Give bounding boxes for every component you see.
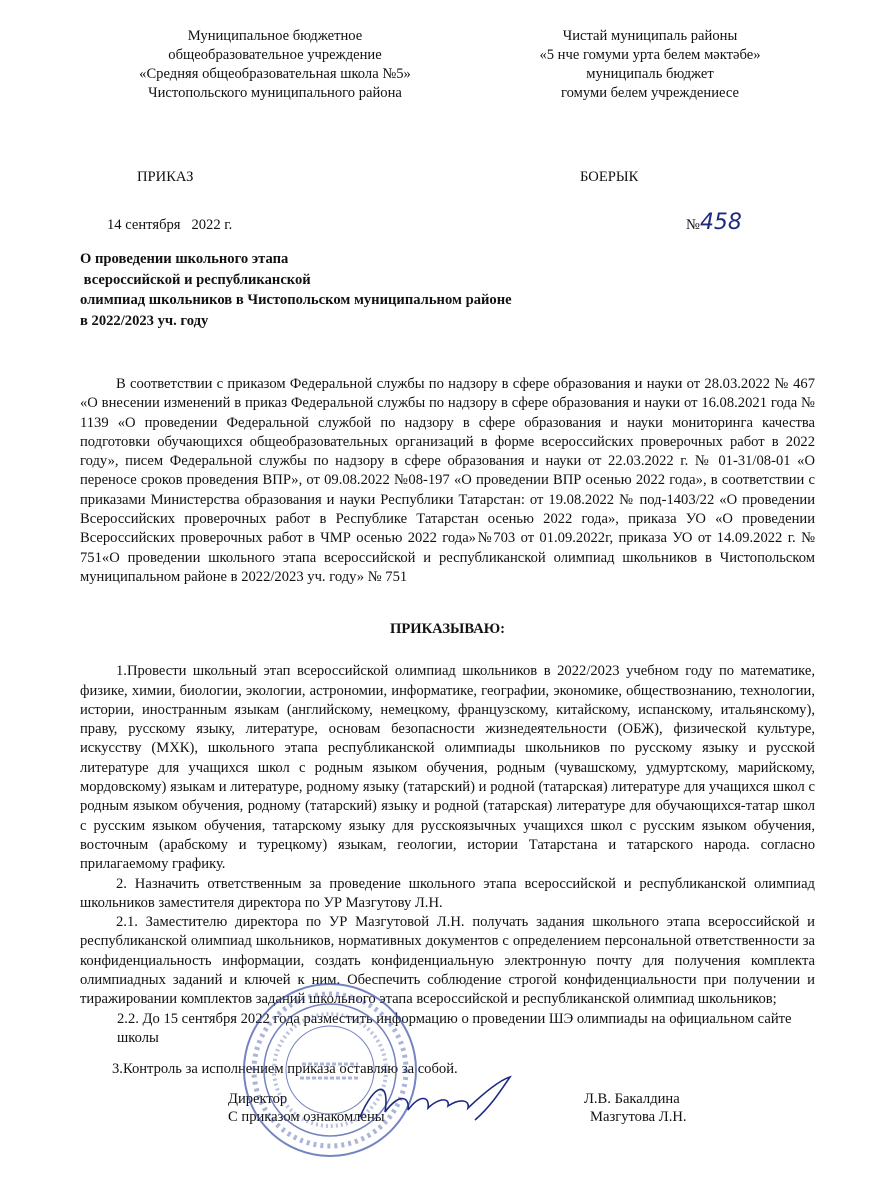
header xyxy=(110,27,815,103)
order-label-ru: ПРИКАЗ xyxy=(137,169,194,185)
header-line: Муниципальное бюджетное xyxy=(187,28,363,44)
ack-row xyxy=(80,1108,815,1126)
handwritten-number: 458 xyxy=(699,210,742,235)
header-line: «Средняя общеобразовательная школа №5» xyxy=(139,66,411,82)
document-title xyxy=(80,249,815,331)
number-prefix: № xyxy=(686,217,700,233)
header-line: муниципаль бюджет xyxy=(586,66,714,82)
item-1: 1.Провести школьный этап всероссийской олимпиад школьников в 2022/2023 учебном году по математике, физике, химии, биологии, экологии, астрономии, информатике, географии, экономике, обществознанию, технологии, истории, иностранным языкам (английскому, немецкому, французскому, китайскому, испанскому, итальянскому), праву, русскому языку, литературе, основам безопасности жизнедеятельности (ОБЖ), физической культуре, искусству (МХК), школьного этапа республиканской олимпиады школьников по русскому языку и русской литературе для учащихся школ с родным языком обучения, родным (чувашскому, удмуртскому, марийскому, мордовскому) языкам и литературе, родному языку (татарский) и родной (татарская) литературе для учащихся школ с родным языком обучения, родному (татарский) языку и родной (татарская) литературе для обучающихся-татар школ с русским языком обучения, татарскому языку для русскоязычных учащихся школ с русским языком обучения, восточным (арабскому и турецкому) языкам, геологии, истории Татарстана и татарского народа. согласно прилагаемому графику. xyxy=(80,663,815,873)
ack-name: Мазгутова Л.Н. xyxy=(590,1108,687,1125)
title-line: олимпиад школьников в Чистопольском муниципальном районе xyxy=(80,292,512,308)
header-line: Чистай муниципаль районы xyxy=(562,28,738,44)
director-row xyxy=(80,1090,815,1108)
order-date: 14 сентября 2022 г. xyxy=(107,217,233,233)
ack-label: С приказом ознакомлены xyxy=(228,1108,385,1125)
order-label-tt: БОЕРЫК xyxy=(580,169,639,185)
director-name: Л.В. Бакалдина xyxy=(584,1090,680,1107)
item-2: 2. Назначить ответственным за проведение школьного этапа всероссийской и республиканской олимпиад школьников заместителя директора по УР Мазгутову Л.Н. xyxy=(80,875,815,911)
order-number xyxy=(686,210,742,235)
header-line: Чистопольского муниципального района xyxy=(148,85,402,101)
header-line: гомуми белем учреждениесе xyxy=(560,85,740,101)
header-line: «5 нче гомуми урта белем мәктәбе» xyxy=(539,47,761,63)
title-line: О проведении школьного этапа xyxy=(80,251,289,267)
item-2-1: 2.1. Заместителю директора по УР Мазгутовой Л.Н. получать задания школьного этапа всероссийской и республиканской олимпиад школьников, нормативных документов с определением персональной ответственности за конфиденциальность информации, создать конфиденциальную электронную почту для получения комплекта олимпиадных заданий и ключей к ним. Обеспечить соблюдение строгой конфиденциальности при получении и тиражировании комплектов заданий школьного этапа всероссийской и республиканской олимпиад школьников; xyxy=(80,914,815,1008)
item-3: 3.Контроль за исполнением приказа оставляю за собой. xyxy=(112,1061,458,1078)
signature-block xyxy=(80,1090,815,1126)
order-date-row xyxy=(80,210,815,235)
header-right xyxy=(485,27,815,103)
header-line: общеобразовательное учреждение xyxy=(168,47,382,63)
header-left xyxy=(110,27,440,103)
order-labels xyxy=(80,169,815,186)
item-2-2: 2.2. До 15 сентября 2022 года разместить информацию о проведении ШЭ олимпиады на официальном сайте школы xyxy=(117,1010,792,1046)
preamble: В соответствии с приказом Федеральной службы по надзору в сфере образования и науки от 28.03.2022 № 467 «О внесении изменений в приказ Федеральной службы по надзору в сфере образования и науки от 16.08.2021 года № 1139 «О проведении Федеральной службой по надзору в сфере образования и науки мониторинга качества подготовки обучающихся общеобразовательных организаций в форме всероссийских проверочных работ в 2022 году», писем Федеральной службы по надзору в сфере образования и науки от 22.03.2022 г. № 01-31/08-01 «О переносе сроков проведения ВПР», от 09.08.2022 №08-197 «О проведении ВПР осенью 2022 года», в соответствии с приказами Министерства образования и науки Республики Татарстан: от 19.08.2022 № под-1403/22 «О проведении Всероссийских проверочных работ в Республике Татарстан осенью 2022 года», приказа УО «О проведении Всероссийских проверочных работ в ЧМР осенью 2022 года»№703 от 01.09.2022г, приказа УО от 14.09.2022 г. № 751«О проведении школьного этапа всероссийской и республиканской олимпиад школьников в Чистопольском муниципальном районе в 2022/2023 уч. году» № 751 xyxy=(80,376,815,585)
title-line: всероссийской и республиканской xyxy=(80,271,311,288)
director-label: Директор xyxy=(228,1090,288,1107)
order-heading: ПРИКАЗЫВАЮ: xyxy=(389,621,506,638)
title-line: в 2022/2023 уч. году xyxy=(80,312,209,329)
